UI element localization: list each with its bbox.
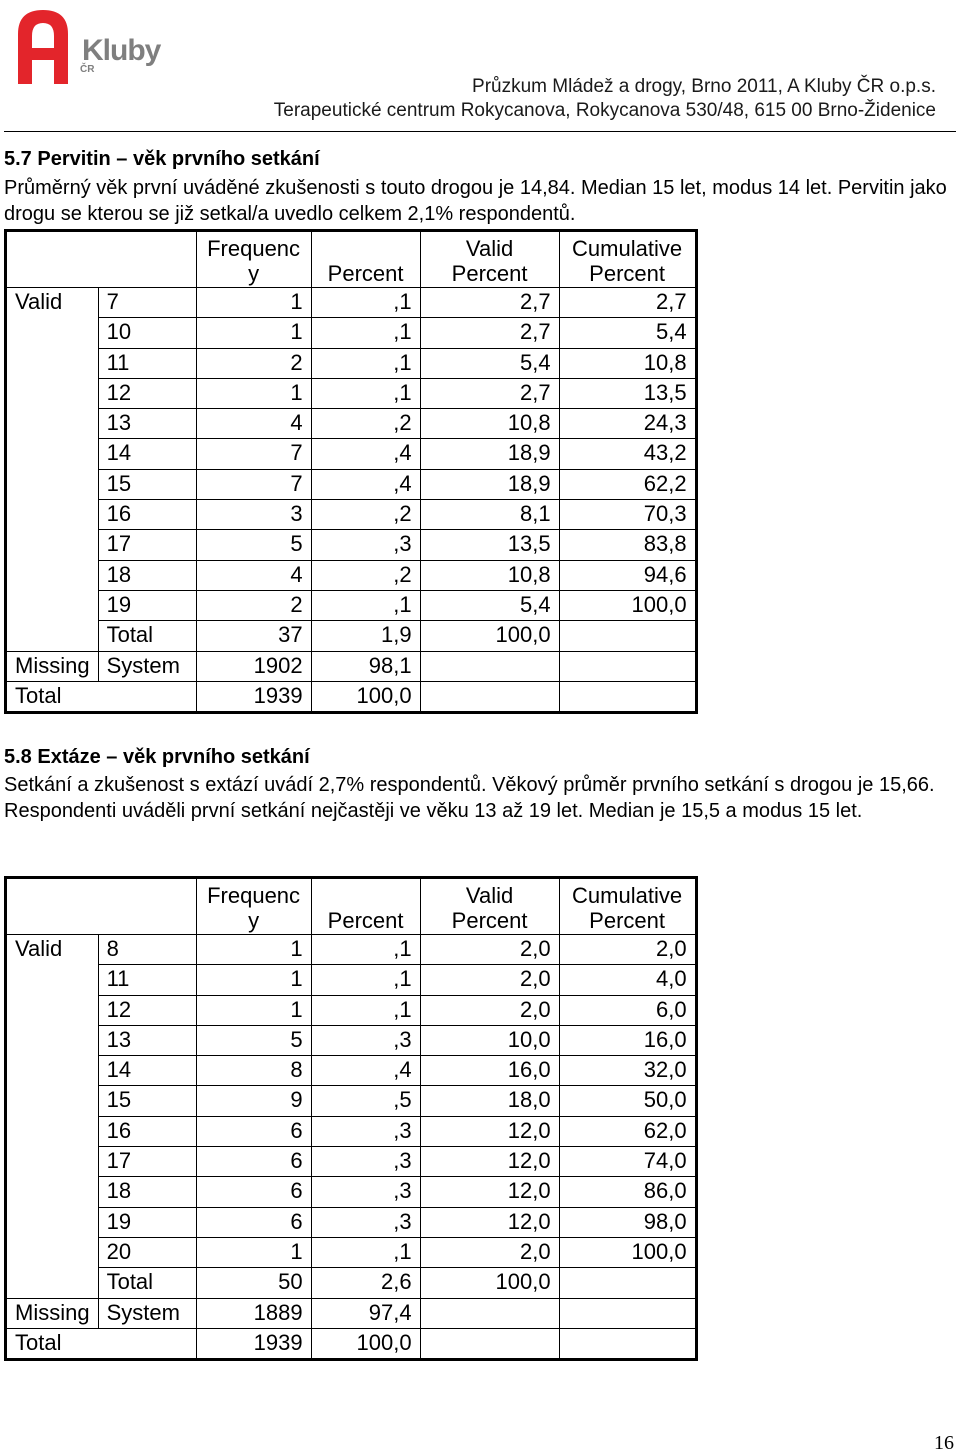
header-valid-percent: Valid Percent xyxy=(420,878,559,935)
missing-row xyxy=(6,1298,697,1328)
frequency-cell: 1 xyxy=(196,965,311,995)
category-cell: System xyxy=(98,1298,196,1328)
table-row xyxy=(6,995,697,1025)
frequency-table-pervitin xyxy=(4,229,698,714)
table-row xyxy=(6,348,697,378)
empty-cell xyxy=(559,651,696,681)
percent-cell: ,1 xyxy=(311,965,420,995)
table-header-row xyxy=(6,231,697,288)
cumulative-percent-cell: 94,6 xyxy=(559,560,696,590)
empty-cell xyxy=(420,1298,559,1328)
percent-cell: ,4 xyxy=(311,469,420,499)
empty-cell xyxy=(559,1298,696,1328)
valid-percent-cell: 2,0 xyxy=(420,1237,559,1267)
header-blank-cell xyxy=(6,231,197,288)
cumulative-percent-cell: 6,0 xyxy=(559,995,696,1025)
percent-cell: 100,0 xyxy=(311,1328,420,1359)
frequency-cell: 1 xyxy=(196,318,311,348)
category-cell: 11 xyxy=(98,965,196,995)
percent-cell: ,1 xyxy=(311,935,420,965)
valid-percent-cell: 10,8 xyxy=(420,560,559,590)
header-valid-percent: Valid Percent xyxy=(420,231,559,288)
table-row xyxy=(6,288,697,318)
cumulative-percent-cell: 86,0 xyxy=(559,1177,696,1207)
frequency-cell: 4 xyxy=(196,560,311,590)
empty-cell xyxy=(420,651,559,681)
a-kluby-logo-icon xyxy=(10,6,76,84)
valid-percent-cell: 2,0 xyxy=(420,965,559,995)
cumulative-percent-cell: 70,3 xyxy=(559,500,696,530)
section-paragraph: Průměrný věk první uváděné zkušenosti s touto drogou je 14,84. Median 15 let, modus 14 let. Pervitin jako drogu se kterou se již setkal/a uvedlo celkem 2,1% respondentů. xyxy=(4,177,947,225)
percent-cell: ,2 xyxy=(311,500,420,530)
frequency-cell: 6 xyxy=(196,1116,311,1146)
cumulative-percent-cell: 50,0 xyxy=(559,1086,696,1116)
valid-total-row xyxy=(6,621,697,651)
section-paragraph: Setkání a zkušenost s extází uvádí 2,7% respondentů. Věkový průměr prvního setkání s drogou je 15,66. Respondenti uváděli první setkání nejčastěji ve věku 13 až 19 let. Median je 15,5 a modus 15 let. xyxy=(4,774,935,822)
category-cell: 12 xyxy=(98,378,196,408)
percent-cell: 1,9 xyxy=(311,621,420,651)
header-cumulative-percent: Cumulative Percent xyxy=(559,878,696,935)
cumulative-percent-cell: 10,8 xyxy=(559,348,696,378)
category-cell: Total xyxy=(98,1268,196,1298)
frequency-cell: 9 xyxy=(196,1086,311,1116)
percent-cell: ,3 xyxy=(311,1147,420,1177)
category-cell: Total xyxy=(98,621,196,651)
header-percent: Percent xyxy=(311,878,420,935)
frequency-cell: 5 xyxy=(196,1025,311,1055)
table-row xyxy=(6,1147,697,1177)
cumulative-percent-cell: 24,3 xyxy=(559,409,696,439)
cumulative-percent-cell: 2,7 xyxy=(559,288,696,318)
empty-cell xyxy=(559,681,696,712)
category-cell: 19 xyxy=(98,590,196,620)
percent-cell: ,4 xyxy=(311,1056,420,1086)
percent-cell: ,3 xyxy=(311,1116,420,1146)
cumulative-percent-cell: 98,0 xyxy=(559,1207,696,1237)
table-row xyxy=(6,318,697,348)
table-row xyxy=(6,439,697,469)
valid-percent-cell: 100,0 xyxy=(420,1268,559,1298)
cumulative-percent-cell: 74,0 xyxy=(559,1147,696,1177)
table-row xyxy=(6,409,697,439)
valid-percent-cell: 18,9 xyxy=(420,469,559,499)
table-row xyxy=(6,530,697,560)
category-cell: 16 xyxy=(98,1116,196,1146)
valid-percent-cell: 2,0 xyxy=(420,995,559,1025)
header-line-2: Terapeutické centrum Rokycanova, Rokycanova 530/48, 615 00 Brno-Židenice xyxy=(273,100,936,121)
cumulative-percent-cell: 4,0 xyxy=(559,965,696,995)
category-cell: 17 xyxy=(98,530,196,560)
frequency-cell: 1 xyxy=(196,288,311,318)
percent-cell: ,1 xyxy=(311,378,420,408)
valid-total-row xyxy=(6,1268,697,1298)
category-cell: 13 xyxy=(98,409,196,439)
valid-percent-cell: 2,0 xyxy=(420,935,559,965)
category-cell: 20 xyxy=(98,1237,196,1267)
percent-cell: 98,1 xyxy=(311,651,420,681)
table-row xyxy=(6,935,697,965)
category-cell: 19 xyxy=(98,1207,196,1237)
cumulative-percent-cell: 100,0 xyxy=(559,1237,696,1267)
category-cell: System xyxy=(98,651,196,681)
valid-percent-cell: 12,0 xyxy=(420,1207,559,1237)
section-heading: 5.7 Pervitin – věk prvního setkání xyxy=(4,148,320,170)
frequency-table-extaze xyxy=(4,876,698,1361)
group-label-total: Total xyxy=(6,1328,197,1359)
table-row xyxy=(6,469,697,499)
percent-cell: ,2 xyxy=(311,560,420,590)
frequency-cell: 8 xyxy=(196,1056,311,1086)
frequency-cell: 1889 xyxy=(196,1298,311,1328)
table-row xyxy=(6,560,697,590)
valid-percent-cell: 5,4 xyxy=(420,348,559,378)
group-label-missing: Missing xyxy=(6,651,99,681)
category-cell: 12 xyxy=(98,995,196,1025)
valid-percent-cell: 2,7 xyxy=(420,288,559,318)
frequency-cell: 4 xyxy=(196,409,311,439)
valid-percent-cell: 13,5 xyxy=(420,530,559,560)
group-label-valid: Valid xyxy=(6,935,99,1299)
frequency-cell: 1 xyxy=(196,378,311,408)
valid-percent-cell: 2,7 xyxy=(420,378,559,408)
percent-cell: ,3 xyxy=(311,1207,420,1237)
cumulative-percent-cell: 32,0 xyxy=(559,1056,696,1086)
percent-cell: 97,4 xyxy=(311,1298,420,1328)
header-line-1: Průzkum Mládež a drogy, Brno 2011, A Kluby ČR o.p.s. xyxy=(472,76,936,97)
group-label-total: Total xyxy=(6,681,197,712)
table-row xyxy=(6,1116,697,1146)
percent-cell: 100,0 xyxy=(311,681,420,712)
valid-percent-cell: 18,9 xyxy=(420,439,559,469)
grand-total-row xyxy=(6,681,697,712)
header-frequency: Frequenc y xyxy=(196,231,311,288)
empty-cell xyxy=(420,681,559,712)
table-header-row xyxy=(6,878,697,935)
frequency-cell: 6 xyxy=(196,1207,311,1237)
cumulative-percent-cell: 83,8 xyxy=(559,530,696,560)
percent-cell: 2,6 xyxy=(311,1268,420,1298)
frequency-cell: 1 xyxy=(196,935,311,965)
category-cell: 13 xyxy=(98,1025,196,1055)
table-row xyxy=(6,1207,697,1237)
group-label-missing: Missing xyxy=(6,1298,99,1328)
percent-cell: ,3 xyxy=(311,1025,420,1055)
logo-subtext: ČR xyxy=(80,64,95,75)
table-row xyxy=(6,1056,697,1086)
grand-total-row xyxy=(6,1328,697,1359)
percent-cell: ,2 xyxy=(311,409,420,439)
table-row xyxy=(6,1086,697,1116)
valid-percent-cell: 18,0 xyxy=(420,1086,559,1116)
percent-cell: ,1 xyxy=(311,318,420,348)
percent-cell: ,5 xyxy=(311,1086,420,1116)
empty-cell xyxy=(559,621,696,651)
table-row xyxy=(6,378,697,408)
category-cell: 16 xyxy=(98,500,196,530)
frequency-cell: 37 xyxy=(196,621,311,651)
frequency-cell: 2 xyxy=(196,590,311,620)
frequency-cell: 1939 xyxy=(196,1328,311,1359)
table-row xyxy=(6,1237,697,1267)
cumulative-percent-cell: 62,0 xyxy=(559,1116,696,1146)
percent-cell: ,3 xyxy=(311,530,420,560)
percent-cell: ,1 xyxy=(311,1237,420,1267)
frequency-cell: 2 xyxy=(196,348,311,378)
cumulative-percent-cell: 62,2 xyxy=(559,469,696,499)
table-row xyxy=(6,590,697,620)
percent-cell: ,1 xyxy=(311,995,420,1025)
missing-row xyxy=(6,651,697,681)
percent-cell: ,3 xyxy=(311,1177,420,1207)
frequency-cell: 3 xyxy=(196,500,311,530)
table-row xyxy=(6,1025,697,1055)
valid-percent-cell: 12,0 xyxy=(420,1147,559,1177)
cumulative-percent-cell: 43,2 xyxy=(559,439,696,469)
header-frequency: Frequenc y xyxy=(196,878,311,935)
page-number: 16 xyxy=(934,1432,954,1454)
valid-percent-cell: 2,7 xyxy=(420,318,559,348)
frequency-cell: 1 xyxy=(196,1237,311,1267)
frequency-cell: 1 xyxy=(196,995,311,1025)
category-cell: 10 xyxy=(98,318,196,348)
frequency-cell: 7 xyxy=(196,439,311,469)
empty-cell xyxy=(559,1268,696,1298)
frequency-cell: 5 xyxy=(196,530,311,560)
cumulative-percent-cell: 5,4 xyxy=(559,318,696,348)
cumulative-percent-cell: 16,0 xyxy=(559,1025,696,1055)
valid-percent-cell: 12,0 xyxy=(420,1177,559,1207)
frequency-cell: 7 xyxy=(196,469,311,499)
cumulative-percent-cell: 2,0 xyxy=(559,935,696,965)
header-divider xyxy=(4,131,956,132)
percent-cell: ,4 xyxy=(311,439,420,469)
percent-cell: ,1 xyxy=(311,348,420,378)
valid-percent-cell: 10,8 xyxy=(420,409,559,439)
table-row xyxy=(6,500,697,530)
category-cell: 15 xyxy=(98,469,196,499)
frequency-cell: 6 xyxy=(196,1177,311,1207)
valid-percent-cell: 100,0 xyxy=(420,621,559,651)
percent-cell: ,1 xyxy=(311,288,420,318)
category-cell: 15 xyxy=(98,1086,196,1116)
frequency-cell: 1939 xyxy=(196,681,311,712)
header-cumulative-percent: Cumulative Percent xyxy=(559,231,696,288)
table-row xyxy=(6,965,697,995)
header-blank-cell xyxy=(6,878,197,935)
logo-text: Kluby xyxy=(82,34,161,67)
category-cell: 14 xyxy=(98,1056,196,1086)
valid-percent-cell: 16,0 xyxy=(420,1056,559,1086)
valid-percent-cell: 12,0 xyxy=(420,1116,559,1146)
cumulative-percent-cell: 100,0 xyxy=(559,590,696,620)
category-cell: 14 xyxy=(98,439,196,469)
valid-percent-cell: 8,1 xyxy=(420,500,559,530)
valid-percent-cell: 5,4 xyxy=(420,590,559,620)
header-percent: Percent xyxy=(311,231,420,288)
group-label-valid: Valid xyxy=(6,288,99,652)
valid-percent-cell: 10,0 xyxy=(420,1025,559,1055)
frequency-cell: 50 xyxy=(196,1268,311,1298)
logo xyxy=(10,6,170,86)
frequency-cell: 6 xyxy=(196,1147,311,1177)
category-cell: 7 xyxy=(98,288,196,318)
category-cell: 18 xyxy=(98,560,196,590)
percent-cell: ,1 xyxy=(311,590,420,620)
category-cell: 11 xyxy=(98,348,196,378)
frequency-cell: 1902 xyxy=(196,651,311,681)
section-heading: 5.8 Extáze – věk prvního setkání xyxy=(4,746,310,768)
cumulative-percent-cell: 13,5 xyxy=(559,378,696,408)
category-cell: 17 xyxy=(98,1147,196,1177)
category-cell: 8 xyxy=(98,935,196,965)
category-cell: 18 xyxy=(98,1177,196,1207)
empty-cell xyxy=(559,1328,696,1359)
table-row xyxy=(6,1177,697,1207)
empty-cell xyxy=(420,1328,559,1359)
